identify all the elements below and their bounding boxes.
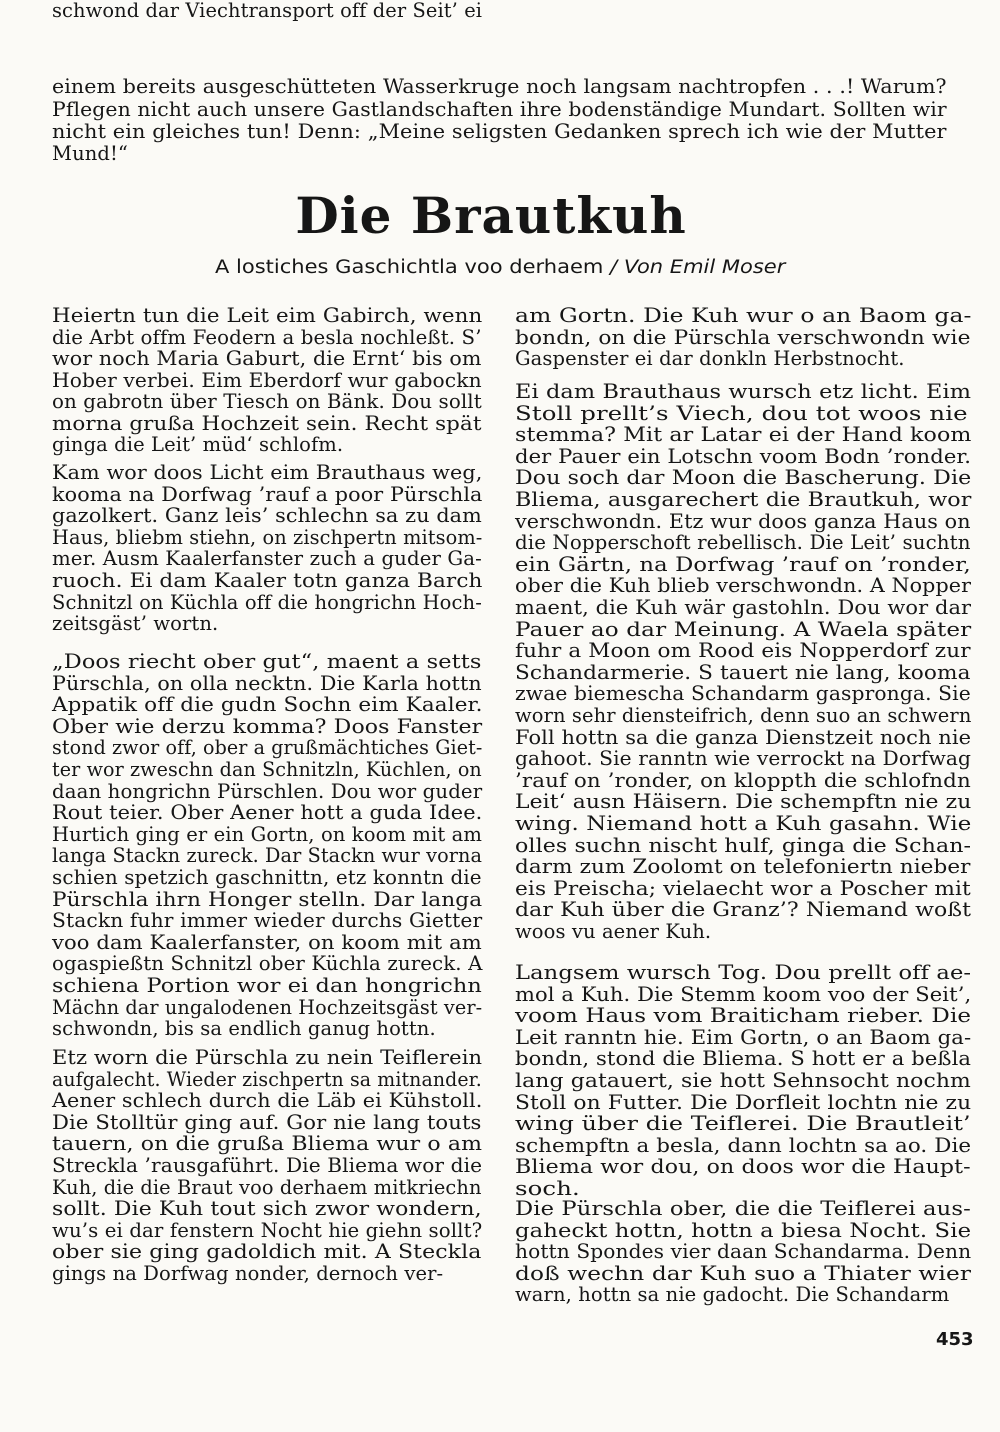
text-line: gahoot. Sie ranntn wie verrockt na Dorfwag bbox=[515, 747, 972, 770]
text-line: schien spetzich gaschnittn, etz konntn die bbox=[52, 866, 482, 889]
text-line: bondn, on die Pürschla verschwondn wie bbox=[515, 326, 971, 349]
text-line: ober sie ging gadoldich mit. A Steckla bbox=[52, 1240, 482, 1263]
text-line: ’rauf on ’ronder, on kloppth die schlofndn bbox=[515, 769, 971, 792]
text-line: Foll hottn sa die ganza Dienstzeit noch nie bbox=[515, 726, 972, 749]
text-line: gings na Dorfwag nonder, dernoch ver- bbox=[52, 1262, 444, 1285]
text-line: aufgalecht. Wieder zischpertn sa mitnander. bbox=[52, 1068, 482, 1091]
text-line: ginga die Leit’ müd‘ schlofm. bbox=[52, 433, 344, 456]
text-line: Kuh, die die Braut voo derhaem mitkriechn bbox=[52, 1176, 482, 1199]
text-line: soch. bbox=[515, 1177, 580, 1200]
text-line: Pflegen nicht auch unsere Gastlandschaften ihre bodenständige Mundart. Sollten wir bbox=[52, 98, 947, 121]
text-line: Hurtich ging er ein Gortn, on koom mit am bbox=[52, 823, 483, 846]
text-line: Pürschla, on olla necktn. Die Karla hottn bbox=[52, 672, 482, 695]
text-line: Ei dam Brauthaus wursch etz licht. Eim bbox=[515, 380, 972, 403]
text-line: schiena Portion wor ei dan hongrichn bbox=[52, 974, 482, 997]
text-line: ruoch. Ei dam Kaaler totn ganza Barch bbox=[52, 569, 483, 592]
text-line: Bliema wor dou, on doos wor die Haupt- bbox=[515, 1155, 971, 1178]
text-line: Appatik off die gudn Sochn eim Kaaler. bbox=[52, 693, 483, 716]
text-line: wu’s ei dar fenstern Nocht hie giehn sollt? bbox=[52, 1219, 483, 1242]
text-line: bondn, stond die Bliema. S hott er a beßla bbox=[515, 1047, 972, 1070]
text-line: warn, hottn sa nie gadocht. Die Schandarm bbox=[515, 1283, 950, 1306]
text-line: Etz worn die Pürschla zu nein Teiflerein bbox=[52, 1046, 483, 1069]
text-line: daan hongrichn Pürschlen. Dou wor guder bbox=[52, 780, 483, 803]
text-line: wing über die Teiflerei. Die Brautleit’ bbox=[515, 1112, 971, 1135]
text-line: Ober wie derzu komma? Doos Fanster bbox=[52, 715, 483, 738]
text-line: on gabrotn über Tiesch on Bänk. Dou sollt bbox=[52, 390, 482, 413]
text-line: Kam wor doos Licht eim Brauthaus weg, bbox=[52, 461, 483, 484]
text-line: Mächn dar ungalodenen Hochzeitsgäst ver- bbox=[52, 996, 483, 1019]
text-line: kooma na Dorfwag ’rauf a poor Pürschla bbox=[52, 483, 483, 506]
text-line: Langsem wursch Tog. Dou prellt off ae- bbox=[515, 961, 972, 984]
text-line: verschwondn. Etz wur doos ganza Haus on bbox=[515, 510, 971, 533]
text-line: ein Gärtn, na Dorfwag ’rauf on ’ronder, bbox=[515, 553, 971, 576]
text-line: die Arbt offm Feodern a besla nochleßt. S’ bbox=[52, 326, 482, 349]
text-line: schwond dar Viechtransport off der Seit’ ei bbox=[52, 0, 483, 22]
text-line: hottn Spondes vier daan Schandarma. Denn bbox=[515, 1240, 972, 1263]
text-line: Streckla ’rausgaführt. Die Bliema wor die bbox=[52, 1154, 483, 1177]
text-line: morna grußa Hochzeit sein. Recht spät bbox=[52, 412, 482, 435]
page-number: 453 bbox=[936, 1329, 974, 1350]
text-line: Die Pürschla ober, die die Teiflerei aus- bbox=[515, 1197, 971, 1220]
text-line: Stoll prellt’s Viech, dou tot woos nie bbox=[515, 402, 968, 425]
text-line: ogaspießtn Schnitzl ober Küchla zureck. A bbox=[52, 952, 483, 975]
text-line: einem bereits ausgeschütteten Wasserkruge noch langsam nachtropfen . . .! Warum? bbox=[52, 75, 947, 98]
text-line: ober die Kuh blieb verschwondn. A Nopper bbox=[515, 574, 972, 597]
subtitle-text: A lostiches Gaschichtla voo derhaem bbox=[215, 257, 604, 278]
author-byline: Von Emil Moser bbox=[623, 257, 786, 278]
text-line: dar Kuh über die Granz’? Niemand woßt bbox=[515, 898, 972, 921]
text-line: tauern, on die grußa Bliema wur o am bbox=[52, 1132, 483, 1155]
text-line: Heiertn tun die Leit eim Gabirch, wenn bbox=[52, 304, 483, 327]
text-line: „Doos riecht ober gut“, maent a setts bbox=[52, 650, 482, 673]
text-line: sollt. Die Kuh tout sich zwor wondern, bbox=[52, 1197, 482, 1220]
text-line: gaheckt hottn, hottn a biesa Nocht. Sie bbox=[515, 1219, 972, 1242]
text-line: Stoll on Futter. Die Dorfleit lochtn nie zu bbox=[515, 1091, 972, 1114]
text-line: Stackn fuhr immer wieder durchs Gietter bbox=[52, 909, 483, 932]
text-line: eis Preischa; vielaecht wor a Poscher mit bbox=[515, 877, 971, 900]
text-line: Hober verbei. Eim Eberdorf wur gabockn bbox=[52, 369, 482, 392]
text-line: Schnitzl on Küchla off die hongrichn Hoch- bbox=[52, 591, 482, 614]
text-line: die Nopperschoft rebellisch. Die Leit’ suchtn bbox=[515, 531, 971, 554]
text-line: am Gortn. Die Kuh wur o an Baom ga- bbox=[515, 304, 972, 327]
text-line: nicht ein gleiches tun! Denn: „Meine seligsten Gedanken sprech ich wie der Mutter bbox=[52, 120, 947, 143]
text-line: Die Stolltür ging auf. Gor nie lang touts bbox=[52, 1111, 482, 1134]
text-line: Schandarmerie. S tauert nie lang, kooma bbox=[515, 661, 971, 684]
text-line: worn sehr diensteifrich, denn suo an schwern bbox=[515, 704, 972, 727]
article-title: Die Brautkuh bbox=[295, 186, 687, 245]
text-line: gazolkert. Ganz leis’ schlechn sa zu dam bbox=[52, 504, 482, 527]
text-line: Leit ranntn hie. Eim Gortn, o an Baom ga- bbox=[515, 1026, 972, 1049]
text-line: Gaspenster ei dar donkln Herbstnocht. bbox=[515, 347, 905, 370]
text-line: lang gatauert, sie hott Sehnsocht nochm bbox=[515, 1069, 971, 1092]
text-line: woos vu aener Kuh. bbox=[515, 920, 712, 943]
text-line: wor noch Maria Gaburt, die Ernt‘ bis om bbox=[52, 347, 482, 370]
text-line: voom Haus vom Braiticham rieber. Die bbox=[515, 1004, 972, 1027]
text-line: Mund!“ bbox=[52, 142, 128, 165]
text-line: Leit‘ ausn Häisern. Die schempftn nie zu bbox=[515, 790, 972, 813]
text-line: schwondn, bis sa endlich ganug hottn. bbox=[52, 1017, 436, 1040]
text-line: mol a Kuh. Die Stemm koom voo der Seit’, bbox=[515, 983, 972, 1006]
article-subtitle bbox=[215, 256, 785, 280]
text-line: fuhr a Moon om Rood eis Nopperdorf zur bbox=[515, 639, 971, 662]
subtitle-separator: / bbox=[610, 257, 618, 278]
text-line: voo dam Kaalerfanster, on koom mit am bbox=[52, 931, 482, 954]
text-line: Pauer ao dar Meinung. A Waela später bbox=[515, 618, 972, 641]
text-line: langa Stackn zureck. Dar Stackn wur vorna bbox=[52, 844, 483, 867]
text-line: olles suchn nischt hulf, ginga die Schan- bbox=[515, 834, 972, 857]
text-line: Rout teier. Ober Aener hott a guda Idee. bbox=[52, 801, 483, 824]
text-line: maent, die Kuh wär gastohln. Dou wor dar bbox=[515, 596, 972, 619]
text-line: stond zwor off, ober a grußmächtiches Giet- bbox=[52, 736, 483, 759]
text-line: zwae biemescha Schandarm gaspronga. Sie bbox=[515, 682, 971, 705]
text-line: Dou soch dar Moon die Bascherung. Die bbox=[515, 466, 972, 489]
text-line: stemma? Mit ar Latar ei der Hand koom bbox=[515, 423, 972, 446]
text-line: wing. Niemand hott a Kuh gasahn. Wie bbox=[515, 812, 972, 835]
text-line: darm zum Zoolomt on telefoniertn nieber bbox=[515, 855, 971, 878]
text-line: Bliema, ausgarechert die Brautkuh, wor bbox=[515, 488, 972, 511]
text-line: der Pauer ein Lotschn voom Bodn ’ronder. bbox=[515, 445, 972, 468]
text-line: mer. Ausm Kaalerfanster zuch a guder Ga- bbox=[52, 547, 482, 570]
text-line: zeitsgäst’ wortn. bbox=[52, 612, 219, 635]
text-line: doß wechn dar Kuh suo a Thiater wier bbox=[515, 1262, 972, 1285]
text-line: Pürschla ihrn Honger stelln. Dar langa bbox=[52, 888, 483, 911]
text-line: Aener schlech durch die Läb ei Kühstoll. bbox=[52, 1089, 483, 1112]
text-line: Haus, bliebm stiehn, on zischpertn mitsom- bbox=[52, 526, 483, 549]
text-line: ter wor zweschn dan Schnitzln, Küchlen, on bbox=[52, 758, 482, 781]
text-line: schempftn a besla, dann lochtn sa ao. Die bbox=[515, 1134, 972, 1157]
